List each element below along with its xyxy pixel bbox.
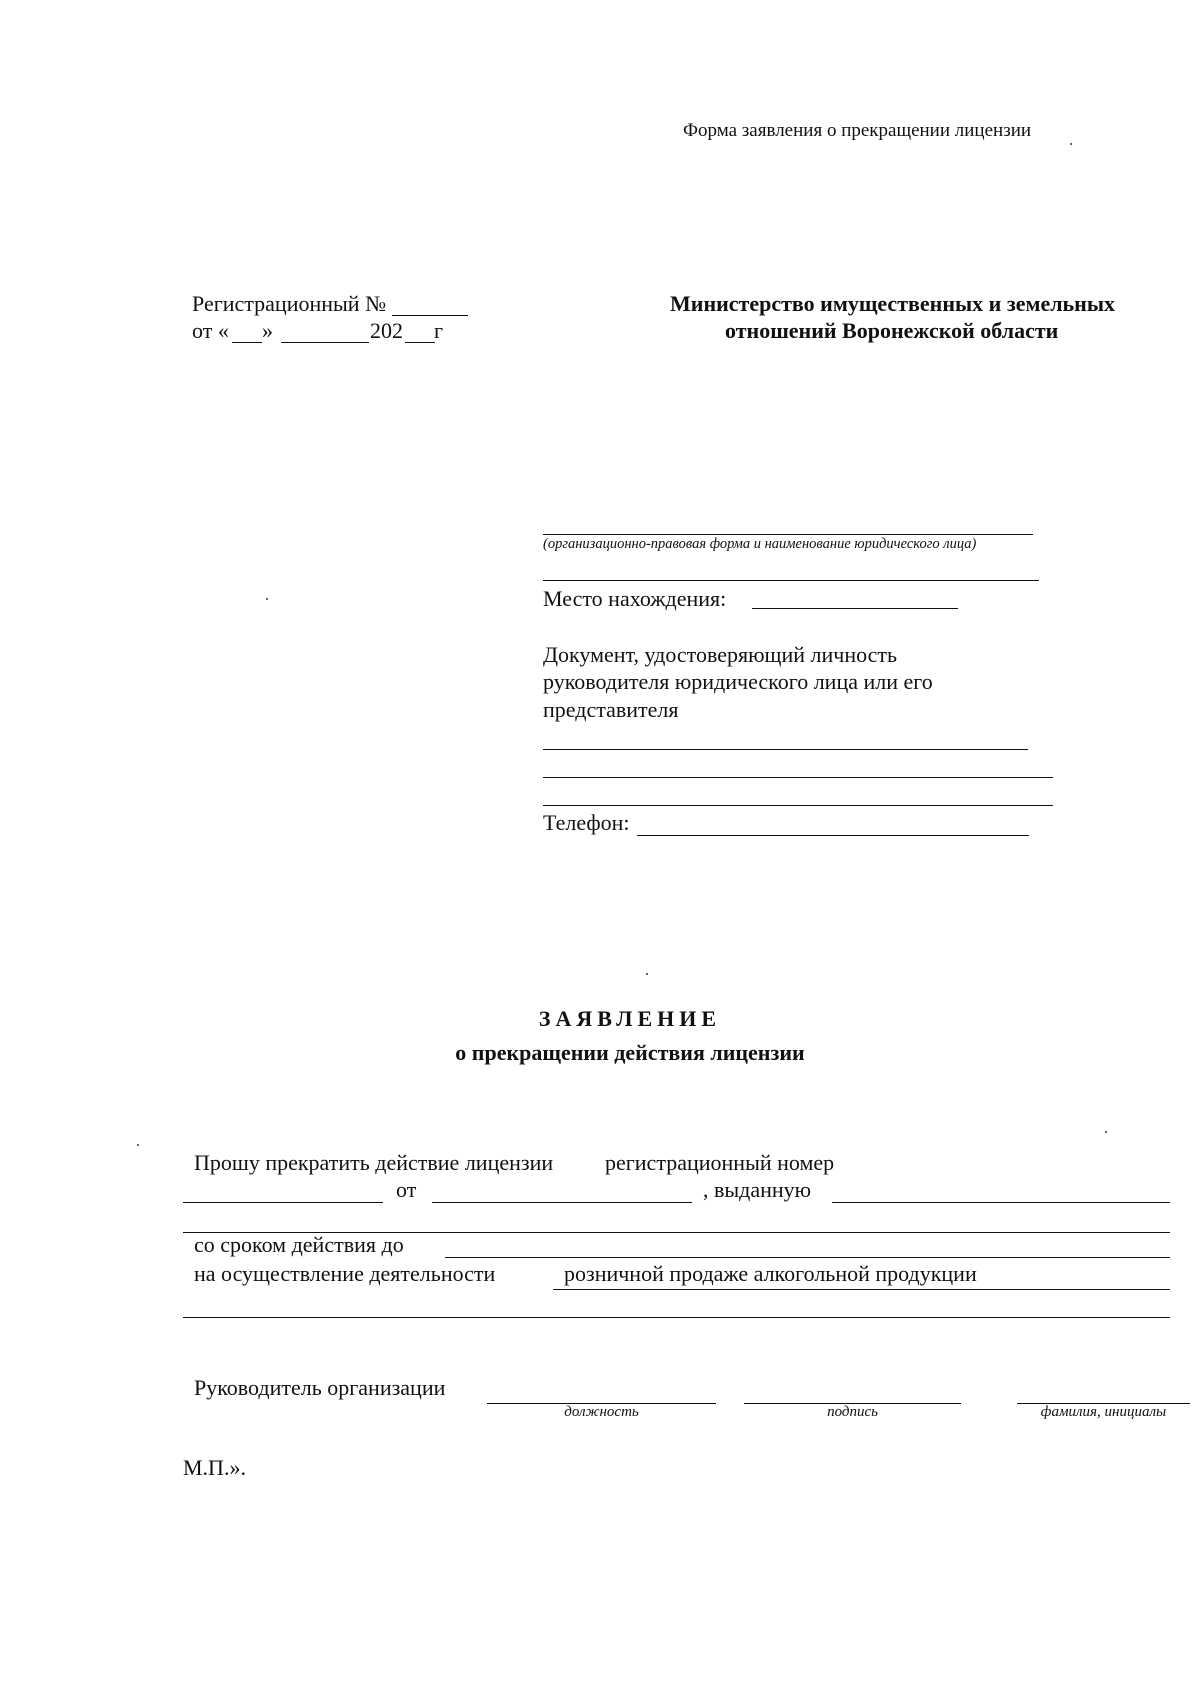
- date-year-suffix-field[interactable]: [405, 342, 435, 343]
- scan-speck: [1070, 143, 1072, 145]
- organization-name-field[interactable]: [543, 534, 1033, 535]
- scan-speck: [266, 598, 268, 600]
- organization-name-field-2[interactable]: [543, 580, 1039, 581]
- document-title: ЗАЯВЛЕНИЕ: [538, 1006, 722, 1031]
- stamp-place: М.П.».: [183, 1455, 246, 1480]
- id-document-field-2[interactable]: [543, 777, 1053, 778]
- id-document-line-1: Документ, удостоверяющий личность: [543, 642, 898, 667]
- date-mid: »: [262, 318, 273, 343]
- phone-label: Телефон:: [543, 810, 630, 835]
- date-suffix: г: [434, 318, 444, 343]
- issuer-field[interactable]: [832, 1202, 1170, 1203]
- phone-field[interactable]: [637, 835, 1029, 836]
- scan-speck: [1105, 1131, 1107, 1133]
- organization-caption: (организационно-правовая форма и наименование юридического лица): [543, 536, 977, 552]
- registration-number-text: регистрационный номер: [605, 1150, 835, 1175]
- activity-field[interactable]: [553, 1289, 1170, 1290]
- issued-label: , выданную: [703, 1177, 812, 1202]
- id-document-line-3: представителя: [543, 697, 679, 722]
- validity-date-field[interactable]: [445, 1257, 1170, 1258]
- license-date-field[interactable]: [432, 1202, 692, 1203]
- scan-speck: [137, 1144, 139, 1146]
- location-field[interactable]: [752, 608, 958, 609]
- activity-field-continued[interactable]: [183, 1317, 1170, 1318]
- position-caption: должность: [564, 1404, 639, 1420]
- date-day-field[interactable]: [232, 342, 262, 343]
- scan-speck: [646, 973, 648, 975]
- date-prefix: от «: [192, 318, 229, 343]
- date-month-field[interactable]: [281, 342, 369, 343]
- head-of-organization-label: Руководитель организации: [194, 1375, 446, 1400]
- registration-number-label: Регистрационный №: [192, 291, 387, 316]
- recipient-line-2: отношений Воронежской области: [725, 318, 1059, 343]
- registration-number-field[interactable]: [392, 315, 468, 316]
- license-number-field[interactable]: [183, 1202, 383, 1203]
- form-title: Форма заявления о прекращении лицензии: [683, 120, 1032, 141]
- id-document-field-3[interactable]: [543, 805, 1053, 806]
- name-caption: фамилия, инициалы: [1040, 1404, 1167, 1420]
- document-subtitle: о прекращении действия лицензии: [455, 1040, 805, 1065]
- recipient-line-1: Министерство имущественных и земельных: [670, 291, 1116, 316]
- activity-value: розничной продаже алкогольной продукции: [564, 1261, 977, 1286]
- date-year: 202: [370, 318, 403, 343]
- id-document-field-1[interactable]: [543, 749, 1028, 750]
- location-label: Место нахождения:: [543, 586, 727, 611]
- activity-label: на осуществление деятельности: [194, 1261, 496, 1286]
- validity-label: со сроком действия до: [194, 1232, 404, 1257]
- signature-caption: подпись: [827, 1404, 878, 1420]
- from-label: от: [396, 1177, 417, 1202]
- id-document-line-2: руководителя юридического лица или его: [543, 669, 933, 694]
- request-text: Прошу прекратить действие лицензии: [194, 1150, 554, 1175]
